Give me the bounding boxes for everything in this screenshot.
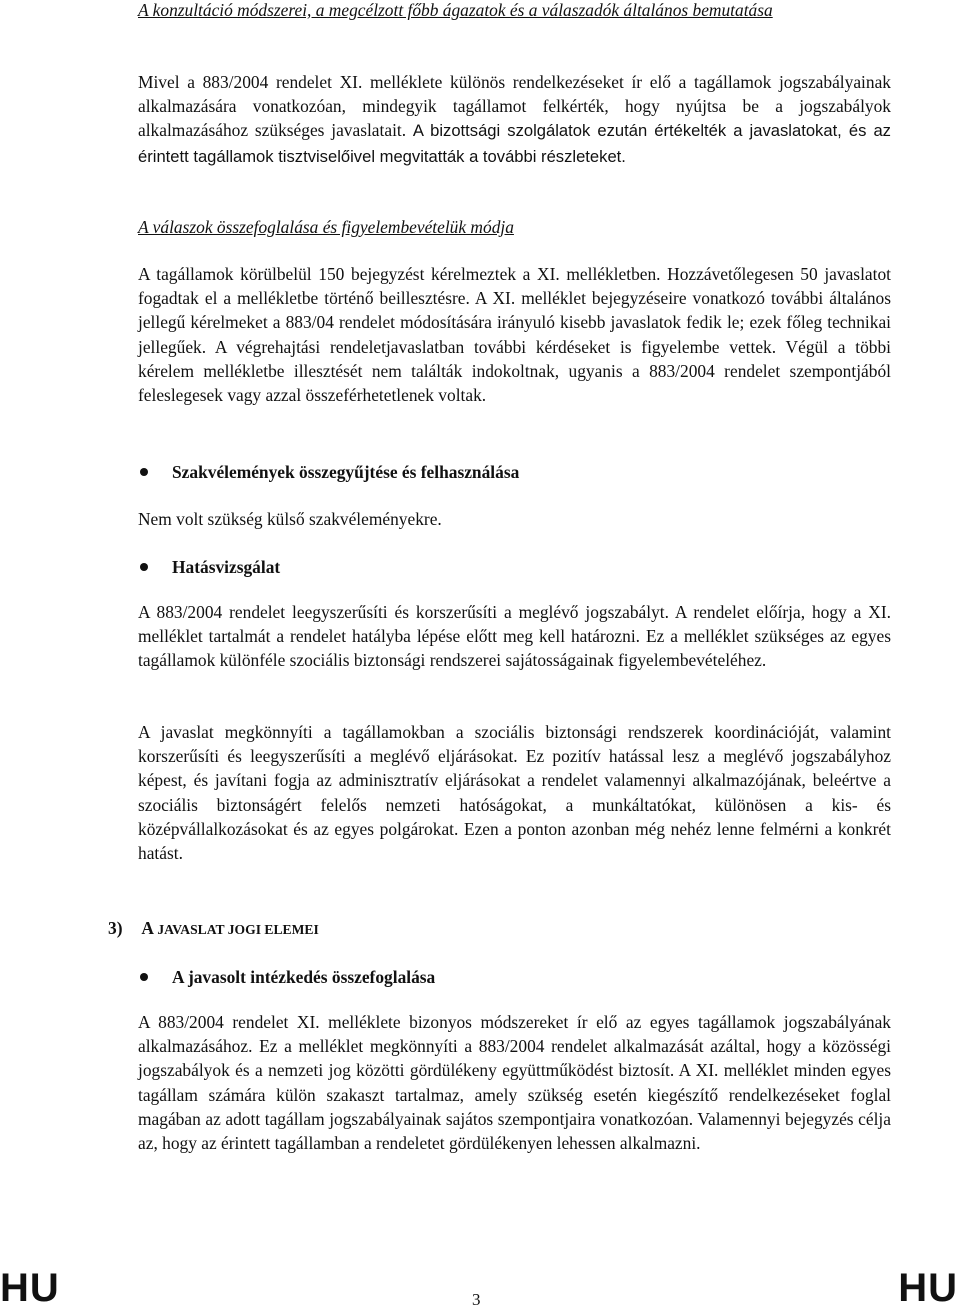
bullet-icon [140, 563, 148, 571]
footer-language-right: HU [898, 1266, 958, 1310]
page-number: 3 [472, 1290, 481, 1309]
summary-paragraph: A 883/2004 rendelet XI. melléklete bizonyos módszereket ír elő az egyes tagállamok jogszabályának alkalmazásához. Ez a melléklet megkönnyíti a 883/2004 rendelet alkalmazását azáltal, hogy a közösségi jogszabályok és a nemzeti jog közötti gördülékeny együttműködést biztosít. A XI. melléklet minden egyes tagállam számára külön szakaszt tartalmaz, amely szükség esetén kiegészítő rendelkezéseket foglal magában az adott tagállam jogszabályainak sajátos szempontjaira vonatkozóan. Valamennyi bejegyzés célja az, hogy az érintett tagállamban a rendeletet gördülékenyen lehessen alkalmazni. [138, 1012, 891, 1154]
section-number: 3) [108, 918, 123, 938]
consultation-paragraph-part1: Mivel a 883/2004 rendelet XI. melléklete különös rendelkezéseket ír elő a tagállamok jogszabályainak alkalmazására vonatkozóan, mindegyik tagállamot felkérték, hogy nyújtsa be a jogszabályok alkalmazásához szükséges javaslatait. [138, 72, 891, 141]
consultation-paragraph [138, 70, 891, 169]
section-title-first: A [141, 918, 153, 938]
impact-paragraph-2: A javaslat megkönnyíti a tagállamokban a szociális biztonsági rendszerek koordinációját, valamint korszerűsíti és leegyszerűsíti a meglévő eljárásokat. Ez pozitív hatással lesz a meglévő jogszabályhoz képest, és javítani fogja az adminisztratív eljárásokat a rendelet valamennyi alkalmazójának, beleértve a szociális biztonságért felelős nemzeti hatóságokat, a munkáltatókat, különösen a kis- és középvállalkozásokat és az egyes polgárokat. Ezen a ponton azonban még nehéz lenne felmérni a konkrét hatást. [138, 722, 891, 864]
expertise-paragraph: Nem volt szükség külső szakvéleményekre. [138, 509, 442, 529]
impact-paragraph-1: A 883/2004 rendelet leegyszerűsíti és korszerűsíti a meglévő jogszabályt. A rendelet előírja, hogy a XI. melléklet tartalmát a rendelet hatályba lépése előtt meg kell határozni. Ez a melléklet szükséges az egyes tagállamok különféle szociális biztonsági rendszerei sajátosságainak figyelembevételéhez. [138, 602, 891, 671]
expertise-heading: Szakvélemények összegyűjtése és felhasználása [138, 460, 892, 484]
section-3-heading [108, 916, 319, 942]
summary-heading: A javasolt intézkedés összefoglalása [138, 965, 892, 989]
responses-paragraph: A tagállamok körülbelül 150 bejegyzést kérelmeztek a XI. mellékletben. Hozzávetőlegesen 50 javaslatot fogadtak el a mellékletbe történő beillesztésre. A XI. melléklet bejegyzéseire vonatkozó további általános jellegű kérelmeket a 883/04 rendelet módosítására irányuló kisebb javaslatok fedik le; ezek főleg technikai jellegűek. A végrehajtási rendeletjavaslatban további kérdéseket is figyelembe vettek. Végül a többi kérelem mellékletbe illesztését nem találták indokoltnak, ugyanis a 883/2004 rendelet szempontjából feleslegesek vagy azzal összeférhetetlenek voltak. [138, 264, 891, 406]
consultation-heading: A konzultáció módszerei, a megcélzott főbb ágazatok és a válaszadók általános bemutatása [138, 0, 773, 20]
impact-heading: Hatásvizsgálat [138, 555, 892, 579]
consultation-paragraph-part2: A bizottsági szolgálatok ezután értékelték a javaslatokat, és az érintett tagállamok tisztviselőivel megvitatták a további részleteket. [138, 121, 891, 166]
section-title-rest: JAVASLAT JOGI ELEMEI [157, 922, 319, 937]
responses-heading: A válaszok összefoglalása és figyelembevételük módja [138, 217, 514, 237]
footer-language-left: HU [0, 1266, 60, 1310]
bullet-icon [140, 973, 148, 981]
bullet-icon [140, 468, 148, 476]
